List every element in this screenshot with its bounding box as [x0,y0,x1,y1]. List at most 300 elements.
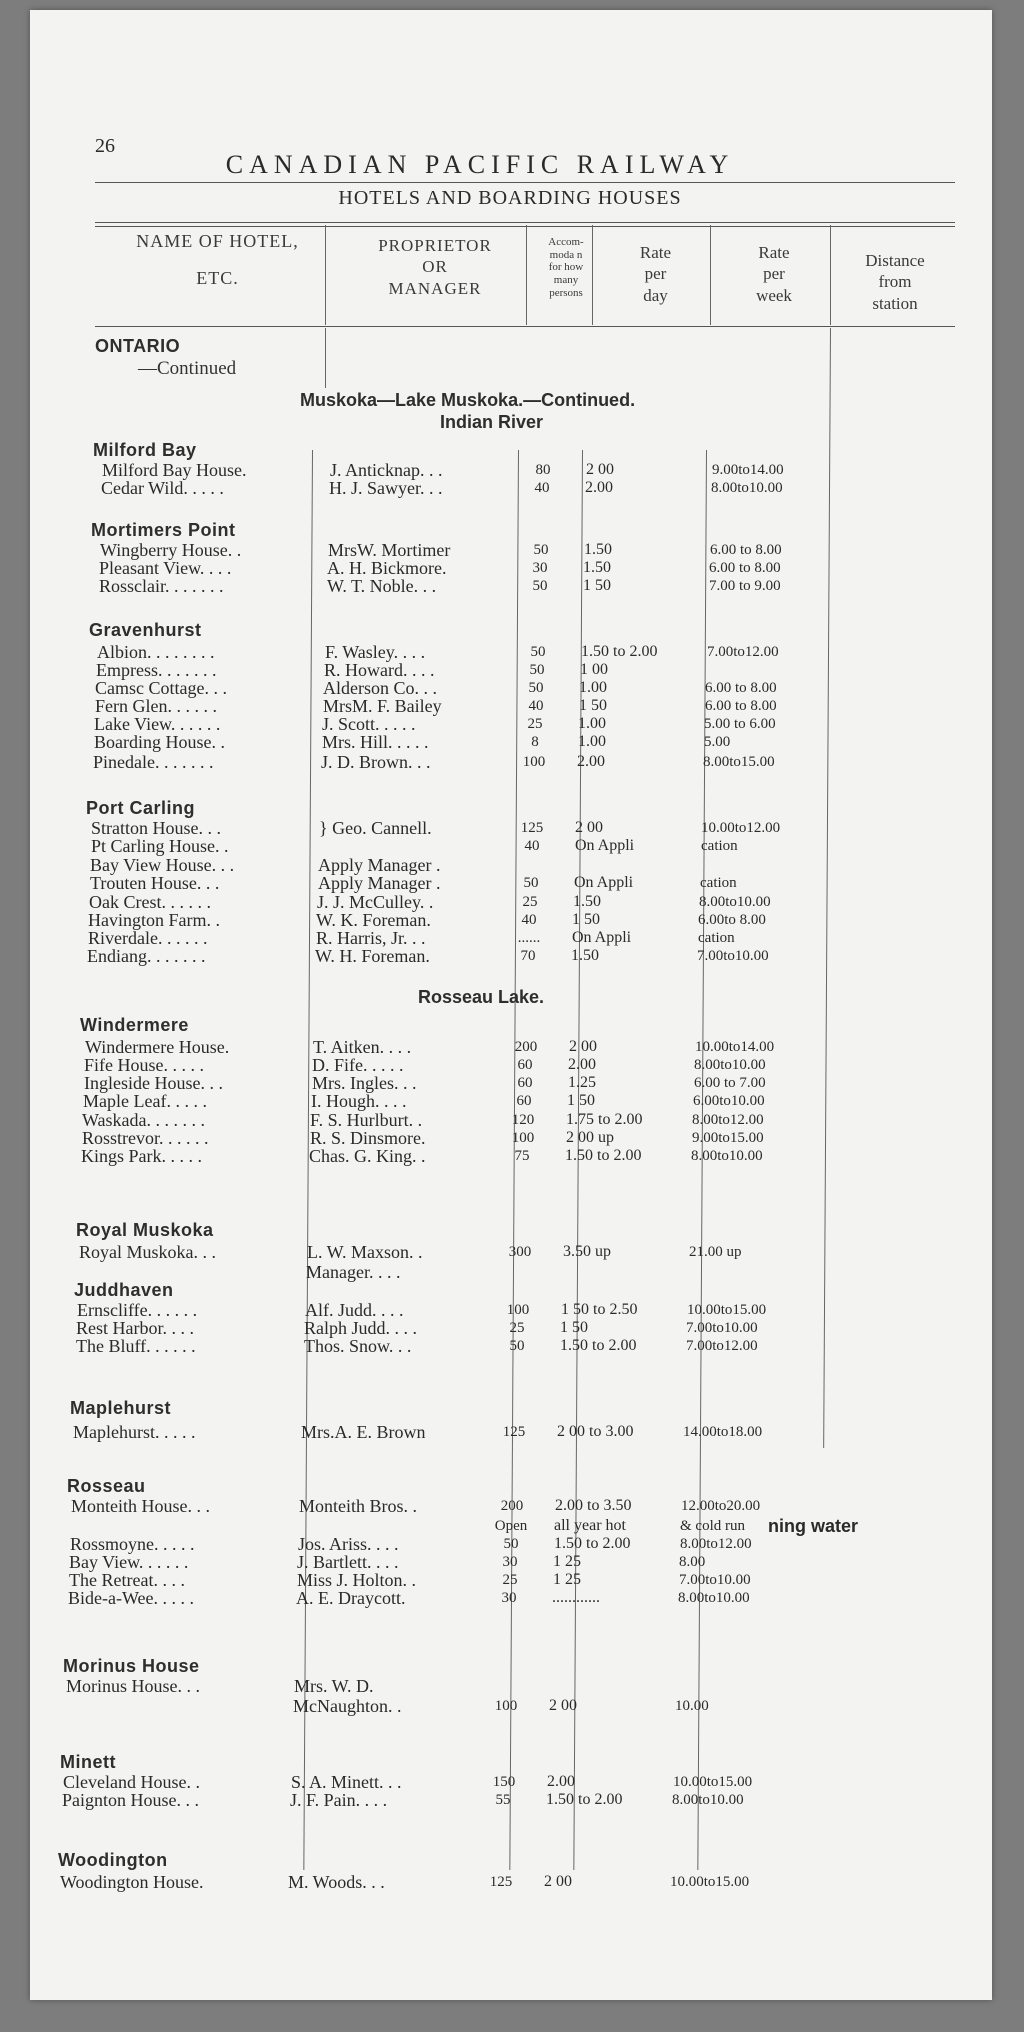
column-header-proprietor [335,235,535,299]
table-row [30,1790,950,1810]
table-row [30,855,978,875]
cell-name: Trouten House. . . [90,873,220,893]
table-row [30,1128,970,1148]
cell-day: 1 00 [580,661,608,678]
cell-day: 1.50 to 2.00 [554,1535,631,1552]
cell-day: On Appli [572,929,632,946]
cell-prop: Chas. G. King. . [309,1146,426,1166]
cell-day: 1 50 [560,1319,588,1336]
cell-prop: Apply Manager . [318,855,441,875]
cell-week: 8.00to10.00 [699,894,771,910]
cell-name: Paignton House. . . [62,1790,199,1810]
cell-acc: 125 [520,820,544,836]
cell-name: Pleasant View. . . . [99,558,232,578]
cell-week: 9.00to15.00 [692,1130,764,1146]
cell-week: 6.00to 8.00 [698,912,766,928]
column-header-rate-week [715,242,833,306]
section-heading: Rosseau [67,1476,146,1496]
cell-acc: 50 [503,1536,519,1552]
cell-prop: } Geo. Cannell. [319,818,432,838]
table-row [30,1146,969,1166]
cell-name: Pinedale. . . . . . . [93,752,214,772]
cell-day: 1 50 [583,577,611,594]
cell-week: & cold run [680,1518,745,1534]
cell-day: 2 00 [586,461,614,478]
table-row [30,478,989,498]
cell-prop: MrsW. Mortimer [328,540,451,560]
table-row [30,714,982,734]
header-column-divider [325,225,326,325]
cell-prop: MrsM. F. Bailey [323,696,442,716]
cell-acc: 60 [517,1057,533,1073]
cell-week: 10.00to15.00 [670,1874,750,1890]
column-header-line: MANAGER [388,278,482,298]
table-row [30,1496,959,1516]
cell-week: 9.00to14.00 [712,462,784,478]
cell-acc: 50 [528,680,544,696]
cell-prop: D. Fife. . . . . [312,1055,404,1075]
subtitle-rule-2 [95,226,955,227]
cell-name: Albion. . . . . . . . [97,642,215,662]
table-row [30,540,988,560]
cell-acc: 25 [522,894,538,910]
cell-extra: ning water [768,1516,859,1536]
table-row [30,1696,953,1716]
cell-week: 10.00 [675,1698,709,1714]
table-row [30,1872,948,1892]
column-divider [325,328,326,388]
column-header-rate-day [598,242,713,306]
cell-week: 6.00 to 8.00 [705,680,777,696]
column-header-line: per [763,264,785,284]
cell-day: 2.00 [547,1773,575,1790]
cell-acc: 55 [495,1792,511,1808]
cell-name: Fife House. . . . . [84,1055,204,1075]
cell-week: 14.00to18.00 [683,1424,763,1440]
cell-day: 2 00 [549,1697,577,1714]
cell-name: Empress. . . . . . . [96,660,217,680]
cell-week: 10.00to12.00 [701,820,781,836]
column-header-line: moda n [549,248,583,261]
section-heading: Royal Muskoka [76,1220,214,1240]
cell-day: 1.25 [568,1074,596,1091]
cell-acc: 30 [532,560,548,576]
cell-prop: J. D. Brown. . . [321,752,431,772]
table-row [30,910,976,930]
cell-acc: 100 [522,754,546,770]
section-heading: Woodington [58,1850,168,1870]
cell-week: cation [700,875,737,891]
cell-prop: Mrs.A. E. Brown [301,1422,426,1442]
cell-day: 1 50 [579,697,607,714]
page-number: 26 [95,135,115,157]
cell-name: Cleveland House. . [63,1772,200,1792]
cell-name: Windermere House. [85,1037,230,1057]
table-row [30,1336,964,1356]
cell-week: 7.00to12.00 [707,644,779,660]
cell-week: cation [698,930,735,946]
cell-name: The Retreat. . . . [69,1570,185,1590]
table-row [30,818,979,838]
cell-week: 8.00to12.00 [680,1536,752,1552]
cell-prop: S. A. Minett. . . [291,1772,402,1792]
cell-prop: Mrs. Hill. . . . . [322,732,429,752]
cell-prop: A. E. Draycott. [296,1588,406,1608]
section-heading: Morinus House [63,1656,200,1676]
header-column-divider [526,225,527,325]
cell-week: 7.00to10.00 [686,1320,758,1336]
column-header-name [100,230,335,289]
table-row [30,1300,965,1320]
cell-name: Milford Bay House. [102,460,247,480]
section-heading: Milford Bay [93,440,197,460]
cell-prop: J. Anticknap. . . [330,460,443,480]
cell-acc: 40 [528,698,544,714]
cell-prop: I. Hough. . . . [311,1091,407,1111]
cell-week: 10.00to14.00 [695,1039,775,1055]
cell-day: 2 00 to 3.00 [557,1423,634,1440]
column-header-line: Rate [639,243,672,262]
cell-prop: F. S. Hurlburt. . [310,1110,423,1130]
column-header-line: from [878,272,912,292]
cell-prop: Mrs. Ingles. . . [312,1073,417,1093]
column-header-line: day [643,285,668,305]
table-row [30,1055,972,1075]
cell-name: Monteith House. . . [71,1496,210,1516]
cell-name: Riverdale. . . . . . [88,928,208,948]
cell-acc: 50 [509,1338,525,1354]
cell-name: Cedar Wild. . . . . [101,478,224,498]
cell-prop: A. H. Bickmore. [327,558,447,578]
region-heading-muskoka: Muskoka—Lake Muskoka.—Continued. [300,390,636,410]
cell-acc: 125 [489,1874,513,1890]
cell-day: 1 25 [553,1571,581,1588]
section-heading: Port Carling [86,798,196,818]
cell-day: On Appli [574,874,634,891]
cell-acc: ...... [517,930,541,946]
cell-week: 8.00to10.00 [711,480,783,496]
cell-name: Boarding House. . [94,732,225,752]
cell-prop: Manager. . . . [306,1262,401,1282]
cell-day: 1.50 to 2.00 [560,1337,637,1354]
table-row [30,1422,961,1442]
header-column-divider [830,225,831,325]
cell-prop: W. K. Foreman. [316,910,431,930]
title-rule [95,182,955,183]
table-row [30,836,979,856]
cell-prop: Alderson Co. . . [323,678,437,698]
table-subtitle: HOTELS AND BOARDING HOUSES [338,187,682,209]
scanned-page [30,10,992,2000]
cell-prop: M. Woods. . . [288,1872,385,1892]
cell-name: Rossclair. . . . . . . [99,576,224,596]
cell-day: 2.00 [585,479,613,496]
cell-acc: 60 [517,1075,533,1091]
cell-week: 7.00to12.00 [686,1338,758,1354]
table-row [30,752,981,772]
cell-prop: Apply Manager . [318,873,441,893]
cell-name: Woodington House. [60,1872,204,1892]
section-heading: Maplehurst [70,1398,172,1418]
cell-prop: McNaughton. . [293,1696,402,1716]
subtitle-rule-1 [95,222,955,223]
cell-day: 1.00 [578,733,606,750]
table-row [30,1242,967,1262]
cell-acc: 100 [506,1302,530,1318]
cell-name: Bay View. . . . . . [69,1552,189,1572]
province-heading: ONTARIO [95,336,181,356]
cell-acc: 150 [492,1774,516,1790]
cell-acc: 40 [524,838,540,854]
cell-acc: 8 [531,734,539,750]
section-heading: Gravenhurst [89,620,202,640]
cell-week: 6.00 to 8.00 [709,560,781,576]
cell-name: Fern Glen. . . . . . [95,696,217,716]
header-column-divider [592,225,593,325]
cell-acc: Open [494,1518,528,1534]
column-header-line: per [644,264,667,284]
column-header-line: Distance [865,251,925,270]
cell-acc: 30 [502,1554,518,1570]
table-row [30,1073,972,1093]
cell-acc: 40 [534,480,550,496]
section-heading: Minett [60,1752,116,1772]
column-header-accommodation [535,236,597,299]
cell-name: The Bluff. . . . . . [76,1336,196,1356]
column-header-line: persons [549,286,583,299]
table-row [30,1516,958,1536]
cell-day: 1 50 [572,911,600,928]
cell-name: Rosstrevor. . . . . . [82,1128,209,1148]
cell-week: 6.00 to 8.00 [705,698,777,714]
cell-prop: Jos. Ariss. . . . [298,1534,399,1554]
table-row [30,1570,957,1590]
cell-acc: 200 [500,1498,524,1514]
cell-name: Bide-a-Wee. . . . . [68,1588,194,1608]
cell-name: Rossmoyne. . . . . [70,1534,195,1554]
cell-week: 21.00 up [689,1244,742,1260]
cell-day: 2 00 up [566,1129,614,1146]
cell-week: 6.00to10.00 [693,1093,765,1109]
cell-acc: 50 [530,644,546,660]
cell-week: 10.00to15.00 [687,1302,767,1318]
cell-day: 1 50 to 2.50 [561,1301,638,1318]
cell-day: ............ [552,1589,600,1606]
cell-week: 6.00 to 8.00 [710,542,782,558]
cell-day: 2.00 to 3.50 [555,1497,632,1514]
cell-week: 10.00to15.00 [673,1774,753,1790]
table-row [30,1037,973,1057]
cell-acc: 125 [502,1424,526,1440]
cell-name: Endiang. . . . . . . [87,946,206,966]
column-header-line: OR [422,257,448,277]
railway-title: CANADIAN PACIFIC RAILWAY [225,150,735,179]
cell-week: 8.00to10.00 [672,1792,744,1808]
table-row [30,1772,951,1792]
cell-day: 2.00 [568,1056,596,1073]
cell-week: 5.00 [704,734,731,750]
cell-acc: 120 [511,1112,535,1128]
cell-week: 7.00to10.00 [697,948,769,964]
cell-week: 8.00to10.00 [678,1590,750,1606]
cell-acc: 60 [516,1093,532,1109]
cell-prop: Thos. Snow. . . [304,1336,412,1356]
cell-name: Lake View. . . . . . [94,714,221,734]
province-continued: —Continued [138,358,237,379]
cell-prop: Ralph Judd. . . . [304,1318,418,1338]
cell-acc: 100 [511,1130,535,1146]
cell-day: 1.50 [573,893,601,910]
cell-week: 12.00to20.00 [681,1498,761,1514]
table-row [30,732,982,752]
cell-day: 2.00 [577,753,605,770]
column-header-rule [95,326,955,327]
table-row [30,1534,958,1554]
cell-name: Bay View House. . . [90,855,235,875]
cell-acc: 300 [508,1244,532,1260]
cell-day: 1.50 [571,947,599,964]
cell-prop: J. Scott. . . . . [322,714,416,734]
cell-day: 2 00 [544,1873,572,1890]
table-row [30,1091,971,1111]
section-heading: Juddhaven [74,1280,174,1300]
cell-prop: R. S. Dinsmore. [310,1128,426,1148]
table-row [30,678,983,698]
cell-prop: R. Harris, Jr. . . [316,928,426,948]
cell-prop: Monteith Bros. . [299,1496,418,1516]
section-heading: Windermere [80,1015,189,1035]
cell-name: Maple Leaf. . . . . [83,1091,207,1111]
table-row [30,696,983,716]
cell-week: 8.00to10.00 [694,1057,766,1073]
cell-name: Wingberry House. . [100,540,242,560]
cell-prop: T. Aitken. . . . [313,1037,412,1057]
cell-acc: 25 [502,1572,518,1588]
cell-prop: Miss J. Holton. . [297,1570,417,1590]
column-header-line: week [756,285,792,305]
table-row [30,1262,966,1282]
table-row [30,1552,957,1572]
cell-week: 6.00 to 7.00 [694,1075,766,1091]
cell-day: 3.50 up [563,1243,611,1260]
cell-week: 5.00 to 6.00 [704,716,776,732]
cell-day: 1.50 [583,559,611,576]
cell-week: 8.00to15.00 [703,754,775,770]
table-row [30,1676,954,1696]
cell-week: 8.00 [679,1554,706,1570]
cell-prop: F. Wasley. . . . [325,642,426,662]
cell-prop: H. J. Sawyer. . . [329,478,443,498]
cell-prop: R. Howard. . . . [324,660,435,680]
cell-prop: J. F. Pain. . . . [290,1790,388,1810]
cell-name: Waskada. . . . . . . [82,1110,206,1130]
cell-prop: W. T. Noble. . . [327,576,437,596]
cell-day: 1 25 [553,1553,581,1570]
column-header-line: Rate [758,243,790,262]
cell-acc: 30 [501,1590,517,1606]
cell-prop: J. J. McCulley. . [317,892,434,912]
cell-name: Oak Crest. . . . . . [89,892,211,912]
cell-prop: Alf. Judd. . . . [305,1300,404,1320]
cell-name: Ingleside House. . . [84,1073,223,1093]
cell-day: 1 50 [567,1092,595,1109]
cell-day: 2 00 [569,1038,597,1055]
cell-acc: 50 [533,542,549,558]
cell-week: 8.00to12.00 [692,1112,764,1128]
page-header [30,10,992,330]
column-header-line: NAME OF HOTEL, [136,231,299,251]
table-row [30,1588,956,1608]
table-row [30,928,976,948]
region-heading-rosseau-lake: Rosseau Lake. [418,987,545,1007]
cell-day: 1.50 to 2.00 [581,643,658,660]
table-row [30,460,990,480]
table-row [30,873,978,893]
column-header-line: station [872,293,918,313]
cell-acc: 40 [521,912,537,928]
cell-acc: 50 [529,662,545,678]
cell-name: Stratton House. . . [91,818,221,838]
cell-name: Kings Park. . . . . [81,1146,202,1166]
cell-name: Royal Muskoka. . . [79,1242,216,1262]
cell-acc: 100 [494,1698,518,1714]
cell-prop: Mrs. W. D. [294,1676,374,1696]
cell-day: 2 00 [575,819,603,836]
cell-acc: 50 [532,578,548,594]
column-header-line: for how [548,261,584,274]
column-header-line: ETC. [196,267,239,288]
cell-acc: 80 [535,462,551,478]
cell-acc: 70 [520,948,536,964]
column-header-line: Accom- [548,236,584,248]
cell-day: all year hot [554,1517,626,1534]
cell-prop: W. H. Foreman. [315,946,430,966]
cell-name: Camsc Cottage. . . [95,678,227,698]
cell-name: Havington Farm. . [88,910,220,930]
cell-prop: L. W. Maxson. . [307,1242,423,1262]
cell-acc: 25 [527,716,543,732]
cell-day: 1.00 [578,715,606,732]
table-row [30,1318,964,1338]
column-header-line: PROPRIETOR [378,236,492,255]
cell-acc: 25 [509,1320,525,1336]
cell-day: 1.50 to 2.00 [546,1791,623,1808]
cell-week: 7.00to10.00 [679,1572,751,1588]
cell-name: Morinus House. . . [66,1676,200,1696]
cell-acc: 200 [514,1039,538,1055]
cell-name: Maplehurst. . . . . [73,1422,196,1442]
cell-name: Ernscliffe. . . . . . [77,1300,198,1320]
cell-acc: 50 [523,875,539,891]
cell-day: 1.75 to 2.00 [566,1111,643,1128]
cell-day: 1.50 [584,541,612,558]
cell-week: cation [701,838,738,854]
header-column-divider [710,225,711,325]
cell-day: On Appli [575,837,635,854]
cell-day: 1.00 [579,679,607,696]
cell-prop: J. Bartlett. . . . [297,1552,399,1572]
table-row [30,946,975,966]
cell-week: 8.00to10.00 [691,1148,763,1164]
table-row [30,642,985,662]
region-heading-indian-river: Indian River [440,412,544,432]
column-header-distance [835,250,955,314]
cell-acc: 75 [514,1148,530,1164]
table-row [30,558,987,578]
cell-week: 7.00 to 9.00 [709,578,781,594]
table-row [30,1110,970,1130]
column-header-line: many [553,273,579,286]
